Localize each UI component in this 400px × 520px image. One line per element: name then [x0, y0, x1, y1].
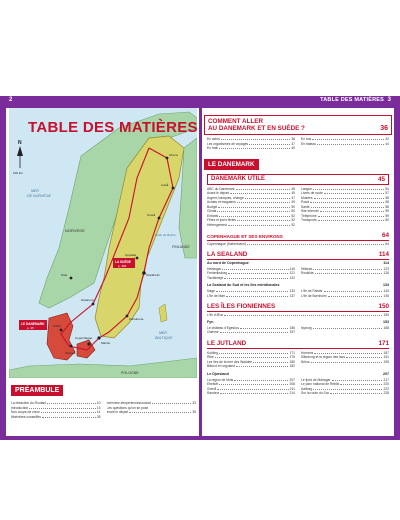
preamble-heading: PRÉAMBULE — [11, 385, 63, 396]
section-title: LE JUTLAND — [207, 339, 247, 347]
section-fionian-islands[interactable] — [207, 303, 389, 312]
toc-entry[interactable]: Silkeborg et la région des lacs 191 — [301, 355, 389, 359]
city-dot-karlskrona — [126, 315, 129, 318]
toc-entry[interactable]: Les organismes de voyages 37 — [207, 141, 295, 146]
toc-entry[interactable]: L'île de Falster 143 — [301, 289, 389, 293]
city-dot-odense — [70, 345, 73, 348]
toc-entry[interactable]: Téléphone 59 — [301, 213, 389, 218]
city-label-uppsala: Uppsala — [125, 253, 137, 257]
toc-entry[interactable]: Enfants 52 — [207, 213, 295, 218]
jutland-col-1 — [207, 351, 295, 369]
toc-entry[interactable]: En bateau 44 — [301, 141, 389, 146]
toc-entry[interactable]: En avion 36 — [207, 137, 295, 141]
section-title-line-2: AU DANEMARK ET EN SUÈDE ? — [208, 125, 305, 132]
toc-entry[interactable]: Helsingør 116 — [207, 266, 295, 271]
section-sealand[interactable] — [207, 251, 389, 260]
subsection-page: 114 — [383, 260, 389, 265]
section-page: 64 — [381, 232, 389, 239]
city-label-umea: Umeå — [147, 213, 156, 217]
section-jutland[interactable] — [207, 340, 389, 349]
sealand-north-col-1 — [207, 267, 295, 281]
sealand-south-col-1 — [207, 289, 295, 298]
north-label: N — [18, 140, 22, 146]
section-title: DANEMARK UTILE — [211, 176, 265, 182]
city-label-copenhague: Copenhague — [75, 336, 93, 340]
toc-entry[interactable]: Site internet 59 — [301, 209, 389, 213]
city-label-karlskrona: Karlskrona — [129, 317, 144, 321]
toc-entry[interactable]: Le parc national de Rebild 220 — [301, 382, 389, 386]
toc-entry[interactable]: Nyborg 168 — [301, 325, 389, 330]
city-dot-copenhague — [87, 342, 90, 345]
subsection-page: 207 — [383, 371, 389, 376]
section-page: 114 — [378, 250, 389, 258]
toc-title: TABLE DES MATIÈRES — [28, 119, 198, 136]
toc-entry[interactable]: Sur la route du Sud 228 — [301, 391, 389, 395]
toc-entry[interactable]: Odense 157 — [207, 330, 295, 334]
toc-entry[interactable]: Interview #experiencesroutard 33 — [106, 401, 196, 405]
city-dot-umea — [158, 217, 161, 220]
toc-entry[interactable]: Les îles de la mer des Wadden 180 — [207, 359, 295, 364]
subsection-title: La Sealand du Sud et les îles méridionales — [207, 283, 280, 287]
section-page: 45 — [377, 175, 385, 183]
preamble-col-1 — [11, 401, 101, 419]
city-dot-kiruna — [166, 157, 169, 160]
norway-label: NORVÈGE — [65, 228, 85, 233]
section-danemark-utile[interactable] — [207, 174, 389, 185]
part-tab-denmark: LE DANEMARK — [204, 159, 259, 170]
toc-entry[interactable]: Santé 58 — [301, 204, 389, 209]
toc-entry[interactable]: Frederiksborg 121 — [207, 271, 295, 275]
toc-entry[interactable]: Århus 195 — [301, 359, 389, 364]
toc-entry[interactable]: Hillerød 123 — [301, 266, 389, 271]
subsection-title: Fyn — [207, 319, 214, 324]
subsection-title: Au nord de Copenhague — [207, 260, 249, 265]
toc-entry[interactable]: En bus 42 — [301, 137, 389, 141]
city-dot-oslo — [70, 277, 73, 280]
sweden-callout — [113, 258, 135, 268]
city-dot-malmo — [97, 336, 100, 339]
section-page: 171 — [378, 339, 389, 347]
city-dot-uppsala — [136, 257, 139, 260]
preamble-col-2 — [107, 401, 197, 419]
city-label-oslo: Oslo — [61, 273, 68, 277]
toc-entry[interactable]: Climat 50 — [207, 209, 295, 213]
how-to-col-2 — [301, 137, 389, 151]
route-map — [9, 108, 197, 378]
city-label-odense: Odense — [65, 351, 76, 355]
toc-entry[interactable]: Kolding 171 — [207, 350, 295, 355]
poland-label: POLOGNE — [121, 371, 139, 375]
jutland-col-2 — [301, 351, 389, 369]
toc-entry[interactable]: L'île de Bornholm 145 — [301, 293, 389, 298]
useful-col-2 — [301, 187, 389, 228]
toc-entry[interactable]: Ribe 175 — [207, 355, 295, 359]
denmark-callout-title: LE DANEMARK — [21, 322, 45, 326]
section-page: 150 — [378, 303, 389, 310]
city-label-malmo: Malmö — [101, 341, 111, 345]
section-title: LA SEALAND — [207, 250, 248, 258]
how-to-col-1 — [207, 137, 295, 151]
section-how-to-go[interactable] — [204, 115, 392, 135]
section-copenhague[interactable] — [207, 232, 389, 241]
toc-entry[interactable]: Budget 50 — [207, 204, 295, 209]
toc-entry[interactable]: Les questions qu'on se pose — [106, 405, 149, 410]
fyn-col-1 — [207, 326, 295, 335]
toc-entry[interactable]: La région de Mols 207 — [207, 377, 295, 382]
page-number-right: 3 — [387, 97, 391, 103]
toc-entry[interactable]: Le château d'Egeskov 156 — [207, 325, 295, 330]
toc-entry[interactable]: Aalborg 222 — [301, 386, 389, 391]
page-number-left: 2 — [9, 97, 13, 103]
baltic-label-2: BALTIQUE — [155, 336, 173, 340]
city-label-kiruna: Kiruna — [169, 153, 178, 157]
toc-entry[interactable]: Fêtes et jours fériés 52 — [207, 218, 295, 222]
baltic-label-1: MER — [159, 331, 167, 335]
sea-label-1: MER — [31, 189, 39, 193]
toc-entry[interactable]: Tisvildeleje 122 — [207, 275, 295, 280]
toc-entry[interactable]: Randers 214 — [207, 391, 295, 395]
toc-entry[interactable]: Langue 54 — [301, 186, 389, 191]
section-title-line-1: COMMENT ALLER — [208, 118, 264, 125]
toc-entry[interactable]: Billund et Legoland 182 — [207, 364, 295, 368]
toc-entry[interactable]: Hébergement 52 — [207, 222, 295, 227]
sweden-callout-title: LA SUÈDE — [115, 260, 131, 264]
sealand-north-col-2 — [301, 267, 389, 281]
city-dot-lulea — [172, 187, 175, 190]
toc-entry[interactable]: Avant le départ 45 — [207, 191, 295, 195]
toc-entry[interactable]: Grenå 211 — [207, 386, 295, 391]
toc-entry[interactable]: Roskilde 126 — [301, 271, 389, 275]
section-page: 36 — [380, 125, 388, 132]
sweden-callout-page: p. 366 — [118, 264, 127, 268]
city-dot-aarhus — [60, 329, 63, 332]
section-title: COPENHAGUE ET SES ENVIRONS — [207, 234, 283, 239]
city-label-goteborg: Göteborg — [81, 298, 94, 302]
fyn-col-2 — [301, 326, 389, 335]
toc-entry[interactable]: La rédaction du Routard 10 — [11, 401, 101, 405]
toc-entry[interactable]: Ebeltoft 208 — [207, 382, 295, 386]
right-page — [202, 108, 394, 436]
denmark-callout-page: p. 45 — [27, 326, 34, 330]
toc-entry[interactable]: Argent, banques, change 47 — [207, 195, 295, 200]
sealand-south-col-2 — [301, 289, 389, 298]
subsection-page: 133 — [383, 283, 389, 287]
city-label-aarhus: Århus — [53, 324, 61, 328]
toc-entry[interactable]: Nos coups de cœur 14 — [11, 410, 101, 414]
city-label-stockholm: Stockholm — [146, 273, 161, 277]
sea-label-2: DE NORVÈGE — [27, 194, 51, 198]
preamble-section — [11, 379, 196, 419]
toc-entry[interactable]: ABC du Danemark 45 — [207, 186, 295, 191]
subsection-page: 153 — [383, 319, 389, 324]
toc-entry[interactable]: L'île d'Ærø 150 — [207, 313, 389, 317]
toc-entry[interactable]: Introduction 13 — [11, 405, 101, 410]
toc-entry[interactable]: Copenhague (København) 64 — [207, 242, 389, 246]
djursland-col-2 — [301, 378, 389, 396]
denmark-callout — [19, 320, 47, 330]
toc-entry[interactable]: Achats et magasins 49 — [207, 200, 295, 204]
subsection-title: Le Djursland — [207, 371, 229, 376]
useful-col-1 — [207, 187, 295, 228]
toc-entry[interactable]: Musées 58 — [301, 195, 389, 200]
section-title: LES ÎLES FIONIENNES — [207, 303, 276, 310]
toc-entry[interactable]: En train 40 — [207, 146, 295, 150]
city-label-lulea: Luleå — [161, 183, 169, 187]
toc-entry[interactable]: Transports 60 — [301, 218, 389, 222]
left-page — [6, 108, 199, 436]
toc-entry[interactable]: Horsens 187 — [301, 350, 389, 355]
toc-entry[interactable]: Le fjord de Mariager 217 — [301, 377, 389, 382]
city-dot-goteborg — [92, 303, 95, 306]
toc-entry[interactable]: avant le départ 35 — [106, 410, 196, 414]
toc-entry[interactable]: Livres de route 57 — [301, 191, 389, 195]
scale-label: 100 km — [13, 171, 23, 175]
right-border — [394, 96, 400, 440]
toc-entry[interactable]: Poste 58 — [301, 200, 389, 204]
running-head: TABLE DES MATIÈRES — [320, 97, 384, 103]
gulf-label: Golfe de Botnie — [155, 233, 176, 237]
toc-entry[interactable]: Itinéraires conseillés 28 — [11, 414, 101, 419]
toc-entry[interactable]: L'île de Møn 137 — [207, 293, 295, 298]
toc-entry[interactable]: Køge 133 — [207, 289, 295, 293]
djursland-col-1 — [207, 378, 295, 396]
finland-label: FINLANDE — [172, 245, 190, 249]
